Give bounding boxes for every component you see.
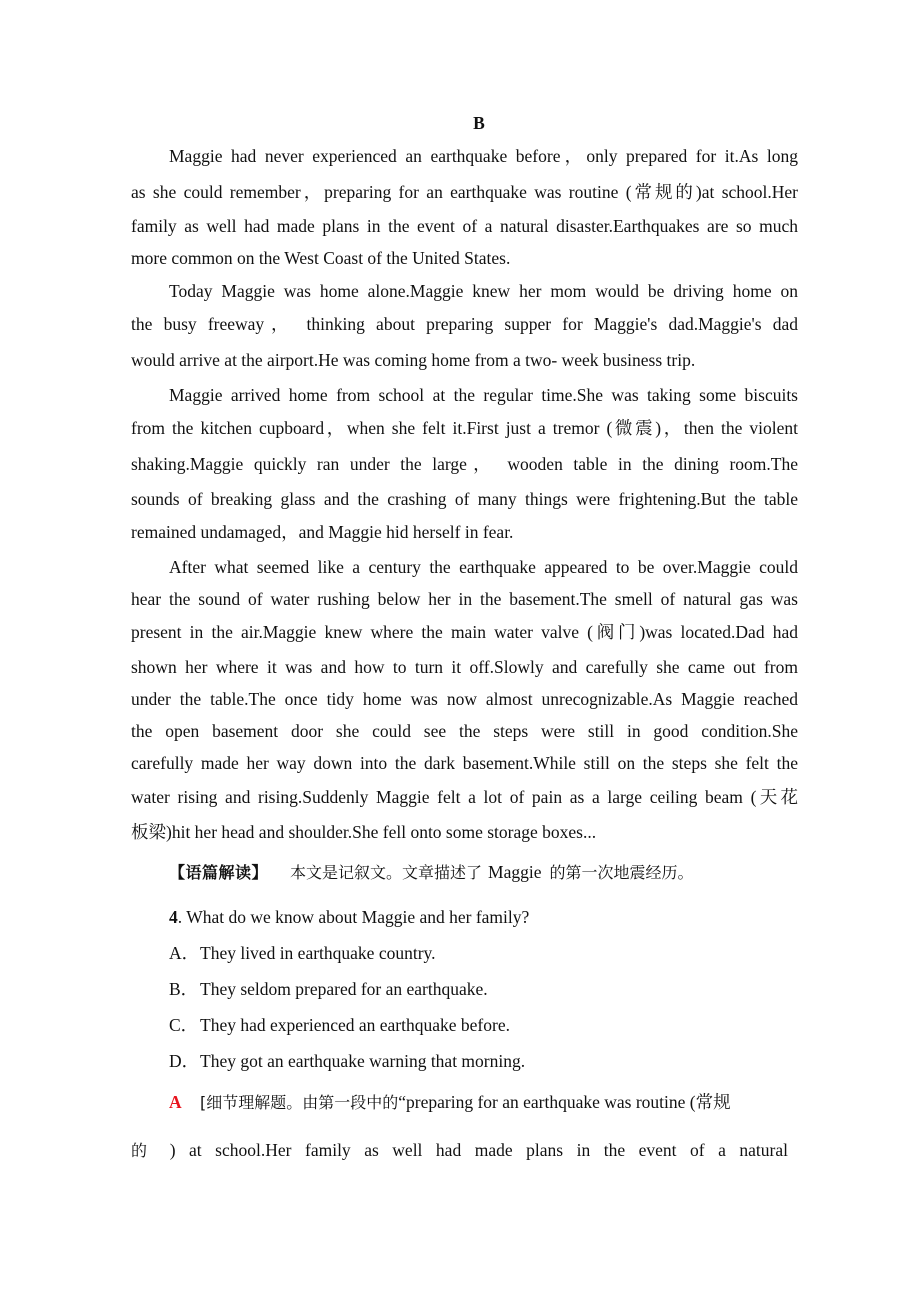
- passage-line: family as well had made plans in the event of a natural disaster.Earthquakes are so much: [131, 216, 798, 236]
- passage-line: hear the sound of water rushing below her in the basement.The smell of natural gas was: [131, 589, 798, 609]
- passage-line: Maggie arrived home from school at the regular time.She was taking some biscuits: [169, 385, 798, 405]
- explain-text: ) at school.Her family as well had made plans in the event of a natural: [169, 1140, 788, 1160]
- question-text: What do we know about Maggie and her family?: [186, 907, 530, 927]
- passage-analysis: [169, 861, 694, 884]
- option-c: [169, 1014, 510, 1036]
- option-a: [169, 942, 436, 964]
- passage-line: sounds of breaking glass and the crashing of many things were frightening.But the table: [131, 489, 798, 509]
- analysis-text-before: 本文是记叙文。文章描述了: [290, 863, 483, 882]
- passage-line: the busy freeway， thinking about preparing supper for Maggie's dad.Maggie's dad: [131, 314, 798, 334]
- passage-line: carefully made her way down into the dark basement.While still on the steps she felt the: [131, 753, 798, 773]
- explain-open: [细节理解题。由第一段中的: [200, 1093, 399, 1112]
- passage-line: would arrive at the airport.He was coming home from a two- week business trip.: [131, 350, 696, 370]
- passage-line: 板梁)hit her head and shoulder.She fell onto some storage boxes...: [131, 822, 597, 842]
- analysis-tag: 【语篇解读】: [169, 863, 269, 882]
- question-separator: .: [177, 907, 183, 927]
- option-letter: B．: [169, 979, 199, 999]
- passage-line: more common on the West Coast of the United States.: [131, 248, 511, 268]
- option-letter: C．: [169, 1015, 199, 1035]
- option-text: They seldom prepared for an earthquake.: [200, 979, 488, 999]
- option-d: [169, 1050, 525, 1072]
- passage-line: Maggie had never experienced an earthquake before，only prepared for it.As long: [169, 146, 798, 166]
- passage-line: the open basement door she could see the steps were still in good condition.She: [131, 721, 798, 741]
- option-text: They lived in earthquake country.: [200, 943, 436, 963]
- analysis-name: Maggie: [488, 862, 542, 882]
- option-text: They had experienced an earthquake before.: [200, 1015, 510, 1035]
- answer-explanation: [169, 1091, 789, 1114]
- passage-line: remained undamaged，and Maggie hid herself in fear.: [131, 522, 514, 542]
- passage-line: under the table.The once tidy home was now almost unrecognizable.As Maggie reached: [131, 689, 798, 709]
- explain-cn: 的: [131, 1141, 157, 1160]
- answer-letter: A: [169, 1092, 182, 1112]
- passage-line: shown her where it was and how to turn it off.Slowly and carefully she came out from: [131, 657, 798, 677]
- passage-line: shaking.Maggie quickly ran under the large， wooden table in the dining room.The: [131, 454, 798, 474]
- passage-line: present in the air.Maggie knew where the main water valve (阀门)was located.Dad had: [131, 622, 798, 642]
- question: [169, 906, 529, 928]
- option-letter: D．: [169, 1051, 200, 1071]
- option-letter: A．: [169, 943, 200, 963]
- option-b: [169, 978, 488, 1000]
- passage-line: as she could remember，preparing for an earthquake was routine (常规的)at school.Her: [131, 182, 798, 202]
- passage-line: After what seemed like a century the earthquake appeared to be over.Maggie could: [169, 557, 798, 577]
- option-text: They got an earthquake warning that morning.: [200, 1051, 526, 1071]
- section-title: B: [473, 113, 485, 133]
- explain-quote: “preparing for an earthquake was routine (常规: [398, 1092, 731, 1112]
- passage-line: water rising and rising.Suddenly Maggie felt a lot of pain as a large ceiling beam (天花: [131, 787, 798, 807]
- passage-line: from the kitchen cupboard，when she felt it.First just a tremor (微震)，then the violent: [131, 418, 798, 438]
- question-number: 4: [169, 907, 178, 927]
- analysis-text-after: 的第一次地震经历。: [549, 863, 694, 882]
- answer-explanation-line2: [131, 1139, 788, 1162]
- passage-line: Today Maggie was home alone.Maggie knew her mom would be driving home on: [169, 281, 798, 301]
